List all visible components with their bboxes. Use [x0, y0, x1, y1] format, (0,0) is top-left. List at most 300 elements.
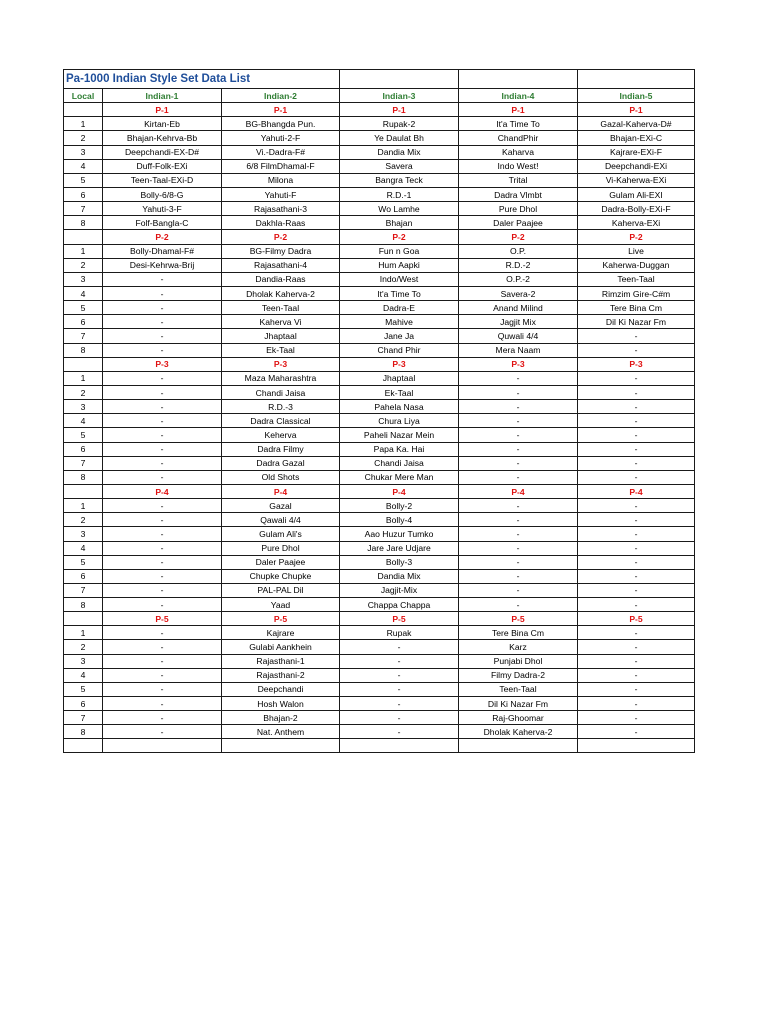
local-number-cell: 4	[64, 668, 103, 682]
style-name-cell: -	[459, 598, 578, 612]
section-label: P-3	[340, 357, 459, 371]
local-number-cell: 6	[64, 697, 103, 711]
style-name-cell: Raj-Ghoomar	[459, 711, 578, 725]
style-name-cell: Dadra-Bolly-EXi-F	[578, 202, 695, 216]
style-name-cell: Kaherva-EXi	[578, 216, 695, 230]
style-name-cell: Vi-Kaherwa-EXi	[578, 173, 695, 187]
style-name-cell: Jhaptaal	[222, 329, 340, 343]
section-label: P-1	[103, 103, 222, 117]
style-name-cell: -	[578, 371, 695, 385]
style-name-cell: Teen-Taal	[222, 301, 340, 315]
table-row	[64, 569, 695, 583]
section-label: P-5	[459, 612, 578, 626]
style-name-cell: Tere Bina Cm	[459, 626, 578, 640]
style-name-cell: Chandi Jaisa	[340, 456, 459, 470]
style-name-cell: -	[103, 555, 222, 569]
section-label: P-5	[578, 612, 695, 626]
style-name-cell: -	[459, 456, 578, 470]
style-name-cell: Dil Ki Nazar Fm	[578, 315, 695, 329]
style-name-cell: Keherva	[222, 428, 340, 442]
style-name-cell: Dandia Mix	[340, 145, 459, 159]
section-title-row	[64, 612, 695, 626]
style-name-cell: Jagjit-Mix	[340, 583, 459, 597]
style-name-cell: Yaad	[222, 598, 340, 612]
empty-cell	[222, 739, 340, 753]
style-name-cell: R.D.-3	[222, 400, 340, 414]
table-row	[64, 371, 695, 385]
style-name-cell: R.D.-1	[340, 187, 459, 201]
style-name-cell: Aao Huzur Tumko	[340, 527, 459, 541]
style-name-cell: Yahuti-F	[222, 187, 340, 201]
style-name-cell: Teen-Taal-EXi-D	[103, 173, 222, 187]
style-name-cell: Dandia-Raas	[222, 272, 340, 286]
local-number-cell: 4	[64, 286, 103, 300]
section-label: P-4	[222, 484, 340, 498]
style-name-cell: Gulam Ali's	[222, 527, 340, 541]
style-name-cell: Rupak-2	[340, 117, 459, 131]
style-name-cell: Rimzim Gire-C#m	[578, 286, 695, 300]
section-label: P-1	[459, 103, 578, 117]
style-name-cell: Rajasathani-3	[222, 202, 340, 216]
table-row	[64, 682, 695, 696]
style-name-cell: -	[103, 371, 222, 385]
title-row	[64, 70, 695, 89]
local-number-cell: 1	[64, 626, 103, 640]
style-name-cell: Bhajan-EXi-C	[578, 131, 695, 145]
header-local: Local	[64, 89, 103, 103]
style-name-cell: -	[459, 428, 578, 442]
style-name-cell: -	[340, 668, 459, 682]
empty-cell	[103, 739, 222, 753]
style-name-cell: Savera-2	[459, 286, 578, 300]
empty-cell	[64, 230, 103, 244]
style-name-cell: -	[103, 654, 222, 668]
local-number-cell: 5	[64, 555, 103, 569]
style-name-cell: Papa Ka. Hai	[340, 442, 459, 456]
style-name-cell: -	[578, 414, 695, 428]
section-label: P-1	[222, 103, 340, 117]
section-title-row	[64, 230, 695, 244]
local-number-cell: 7	[64, 711, 103, 725]
section-label: P-4	[340, 484, 459, 498]
table-row	[64, 385, 695, 399]
style-name-cell: BG-Filmy Dadra	[222, 244, 340, 258]
style-name-cell: Vi.-Dadra-F#	[222, 145, 340, 159]
table-row	[64, 286, 695, 300]
style-name-cell: Bangra Teck	[340, 173, 459, 187]
style-name-cell: -	[340, 682, 459, 696]
local-number-cell: 7	[64, 329, 103, 343]
header-indian-2: Indian-2	[222, 89, 340, 103]
table-row	[64, 301, 695, 315]
sheet-title: Pa-1000 Indian Style Set Data List	[64, 70, 340, 89]
style-name-cell: Bolly-6/8-G	[103, 187, 222, 201]
local-number-cell: 6	[64, 569, 103, 583]
style-name-cell: -	[578, 385, 695, 399]
style-set-table	[63, 69, 695, 753]
style-name-cell: Fun n Goa	[340, 244, 459, 258]
table-row	[64, 187, 695, 201]
style-name-cell: Rupak	[340, 626, 459, 640]
section-label: P-5	[103, 612, 222, 626]
style-name-cell: -	[578, 569, 695, 583]
local-number-cell: 2	[64, 131, 103, 145]
style-name-cell: -	[459, 499, 578, 513]
style-name-cell: -	[578, 329, 695, 343]
style-name-cell: -	[578, 654, 695, 668]
style-name-cell: Dholak Kaherva-2	[222, 286, 340, 300]
style-name-cell: -	[103, 725, 222, 739]
style-name-cell: Rajasthani-2	[222, 668, 340, 682]
local-number-cell: 3	[64, 145, 103, 159]
style-name-cell: 6/8 FilmDhamal-F	[222, 159, 340, 173]
section-label: P-1	[340, 103, 459, 117]
section-label: P-3	[459, 357, 578, 371]
table-row	[64, 470, 695, 484]
style-name-cell: O.P.-2	[459, 272, 578, 286]
style-name-cell: Chappa Chappa	[340, 598, 459, 612]
style-name-cell: Kaherva Vi	[222, 315, 340, 329]
section-label: P-1	[578, 103, 695, 117]
style-name-cell: -	[103, 626, 222, 640]
style-name-cell: Trital	[459, 173, 578, 187]
style-name-cell: Indo West!	[459, 159, 578, 173]
table-row	[64, 244, 695, 258]
table-row	[64, 668, 695, 682]
style-name-cell: -	[578, 456, 695, 470]
local-number-cell: 5	[64, 173, 103, 187]
section-label: P-4	[103, 484, 222, 498]
style-name-cell: -	[578, 598, 695, 612]
table-row	[64, 442, 695, 456]
style-name-cell: -	[459, 442, 578, 456]
table-row	[64, 697, 695, 711]
style-name-cell: Dakhla-Raas	[222, 216, 340, 230]
section-title-row	[64, 357, 695, 371]
table-row	[64, 583, 695, 597]
style-name-cell: Nat. Anthem	[222, 725, 340, 739]
style-name-cell: -	[340, 711, 459, 725]
local-number-cell: 1	[64, 499, 103, 513]
style-name-cell: Deepchandi	[222, 682, 340, 696]
style-name-cell: -	[578, 527, 695, 541]
table-row	[64, 456, 695, 470]
style-name-cell: Paheli Nazar Mein	[340, 428, 459, 442]
style-name-cell: -	[578, 626, 695, 640]
table-row	[64, 513, 695, 527]
style-name-cell: Mahive	[340, 315, 459, 329]
empty-cell	[459, 70, 578, 89]
style-name-cell: Gulam Ali-EXI	[578, 187, 695, 201]
table-row	[64, 117, 695, 131]
style-name-cell: Live	[578, 244, 695, 258]
style-name-cell: -	[103, 414, 222, 428]
style-name-cell: -	[459, 513, 578, 527]
table-row	[64, 145, 695, 159]
local-number-cell: 6	[64, 315, 103, 329]
table-row	[64, 711, 695, 725]
style-name-cell: -	[578, 640, 695, 654]
style-name-cell: Old Shots	[222, 470, 340, 484]
style-name-cell: -	[459, 470, 578, 484]
style-name-cell: BG-Bhangda Pun.	[222, 117, 340, 131]
style-name-cell: Bolly-3	[340, 555, 459, 569]
style-name-cell: -	[103, 541, 222, 555]
table-row	[64, 216, 695, 230]
style-name-cell: -	[578, 555, 695, 569]
style-name-cell: Karz	[459, 640, 578, 654]
style-name-cell: R.D.-2	[459, 258, 578, 272]
table-body	[64, 70, 695, 753]
style-name-cell: -	[578, 428, 695, 442]
style-name-cell: Kirtan-Eb	[103, 117, 222, 131]
empty-cell	[64, 484, 103, 498]
style-name-cell: -	[340, 640, 459, 654]
style-name-cell: -	[103, 499, 222, 513]
style-name-cell: Bhajan	[340, 216, 459, 230]
style-name-cell: Daler Paajee	[459, 216, 578, 230]
style-name-cell: Pahela Nasa	[340, 400, 459, 414]
style-name-cell: Deepchandi-EXi	[578, 159, 695, 173]
style-name-cell: -	[459, 400, 578, 414]
style-name-cell: -	[103, 598, 222, 612]
style-name-cell: -	[103, 569, 222, 583]
table-row	[64, 428, 695, 442]
style-name-cell: PAL-PAL Dil	[222, 583, 340, 597]
style-name-cell: Gazal-Kaherva-D#	[578, 117, 695, 131]
style-name-cell: Chupke Chupke	[222, 569, 340, 583]
table-row	[64, 499, 695, 513]
style-name-cell: Milona	[222, 173, 340, 187]
style-name-cell: Anand Milind	[459, 301, 578, 315]
style-name-cell: -	[103, 400, 222, 414]
style-name-cell: -	[459, 569, 578, 583]
section-label: P-2	[103, 230, 222, 244]
table-row	[64, 329, 695, 343]
style-name-cell: O.P.	[459, 244, 578, 258]
style-name-cell: Yahuti-2-F	[222, 131, 340, 145]
style-name-cell: -	[103, 329, 222, 343]
style-name-cell: -	[103, 272, 222, 286]
style-name-cell: Jhaptaal	[340, 371, 459, 385]
table-row	[64, 598, 695, 612]
style-name-cell: Jare Jare Udjare	[340, 541, 459, 555]
style-name-cell: Kajrare-EXi-F	[578, 145, 695, 159]
local-number-cell: 7	[64, 202, 103, 216]
style-name-cell: Tere Bina Cm	[578, 301, 695, 315]
local-number-cell: 3	[64, 527, 103, 541]
local-number-cell: 5	[64, 682, 103, 696]
local-number-cell: 3	[64, 400, 103, 414]
style-name-cell: -	[103, 711, 222, 725]
style-name-cell: Bolly-Dhamal-F#	[103, 244, 222, 258]
style-name-cell: -	[459, 371, 578, 385]
style-name-cell: Teen-Taal	[459, 682, 578, 696]
style-name-cell: -	[103, 470, 222, 484]
table-row	[64, 400, 695, 414]
local-number-cell: 8	[64, 470, 103, 484]
local-number-cell: 1	[64, 244, 103, 258]
style-name-cell: -	[459, 541, 578, 555]
local-number-cell: 3	[64, 654, 103, 668]
style-name-cell: -	[459, 583, 578, 597]
section-label: P-5	[340, 612, 459, 626]
style-name-cell: Bolly-2	[340, 499, 459, 513]
style-name-cell: Wo Lamhe	[340, 202, 459, 216]
style-name-cell: Maza Maharashtra	[222, 371, 340, 385]
section-label: P-5	[222, 612, 340, 626]
style-name-cell: Deepchandi-EX-D#	[103, 145, 222, 159]
style-name-cell: -	[578, 668, 695, 682]
table-row	[64, 159, 695, 173]
local-number-cell: 1	[64, 117, 103, 131]
local-number-cell: 6	[64, 187, 103, 201]
style-name-cell: -	[103, 456, 222, 470]
style-name-cell: Indo/West	[340, 272, 459, 286]
table-row	[64, 725, 695, 739]
style-name-cell: Kaherwa-Duggan	[578, 258, 695, 272]
style-name-cell: -	[103, 442, 222, 456]
style-name-cell: Yahuti-3-F	[103, 202, 222, 216]
header-indian-4: Indian-4	[459, 89, 578, 103]
style-name-cell: Pure Dhol	[222, 541, 340, 555]
style-name-cell: -	[103, 668, 222, 682]
style-name-cell: -	[578, 442, 695, 456]
table-row	[64, 654, 695, 668]
style-name-cell: Filmy Dadra-2	[459, 668, 578, 682]
section-label: P-4	[578, 484, 695, 498]
style-name-cell: -	[578, 499, 695, 513]
table-row	[64, 173, 695, 187]
style-name-cell: Daler Paajee	[222, 555, 340, 569]
local-number-cell: 7	[64, 583, 103, 597]
local-number-cell: 5	[64, 301, 103, 315]
style-name-cell: Quwali 4/4	[459, 329, 578, 343]
style-name-cell: Ek-Taal	[340, 385, 459, 399]
empty-cell	[64, 739, 103, 753]
style-name-cell: -	[103, 697, 222, 711]
style-name-cell: -	[103, 315, 222, 329]
style-name-cell: -	[340, 725, 459, 739]
local-number-cell: 8	[64, 343, 103, 357]
style-name-cell: ChandPhir	[459, 131, 578, 145]
blank-row	[64, 739, 695, 753]
style-name-cell: -	[459, 527, 578, 541]
style-name-cell: Qawali 4/4	[222, 513, 340, 527]
empty-cell	[64, 357, 103, 371]
local-number-cell: 4	[64, 159, 103, 173]
style-name-cell: Punjabi Dhol	[459, 654, 578, 668]
style-name-cell: -	[340, 654, 459, 668]
empty-cell	[578, 70, 695, 89]
empty-cell	[64, 103, 103, 117]
local-number-cell: 8	[64, 216, 103, 230]
style-name-cell: Chand Phir	[340, 343, 459, 357]
local-number-cell: 2	[64, 513, 103, 527]
style-name-cell: Jagjit Mix	[459, 315, 578, 329]
style-name-cell: -	[340, 697, 459, 711]
style-name-cell: -	[578, 583, 695, 597]
style-name-cell: -	[578, 470, 695, 484]
style-name-cell: Dil Ki Nazar Fm	[459, 697, 578, 711]
local-number-cell: 8	[64, 598, 103, 612]
style-name-cell: Mera Naam	[459, 343, 578, 357]
table-row	[64, 131, 695, 145]
empty-cell	[64, 612, 103, 626]
style-name-cell: Dandia Mix	[340, 569, 459, 583]
style-name-cell: Gulabi Aankhein	[222, 640, 340, 654]
style-name-cell: Teen-Taal	[578, 272, 695, 286]
local-number-cell: 6	[64, 442, 103, 456]
style-name-cell: Folf-Bangla-C	[103, 216, 222, 230]
style-name-cell: Duff-Folk-EXi	[103, 159, 222, 173]
style-name-cell: -	[459, 414, 578, 428]
local-number-cell: 8	[64, 725, 103, 739]
section-label: P-3	[578, 357, 695, 371]
header-row	[64, 89, 695, 103]
local-number-cell: 3	[64, 272, 103, 286]
style-name-cell: -	[578, 400, 695, 414]
style-name-cell: -	[103, 513, 222, 527]
style-name-cell: Kaharva	[459, 145, 578, 159]
section-label: P-4	[459, 484, 578, 498]
style-name-cell: -	[578, 711, 695, 725]
local-number-cell: 2	[64, 385, 103, 399]
style-name-cell: Bhajan-2	[222, 711, 340, 725]
style-name-cell: Dadra Gazal	[222, 456, 340, 470]
local-number-cell: 2	[64, 640, 103, 654]
empty-cell	[578, 739, 695, 753]
table-row	[64, 527, 695, 541]
section-label: P-3	[103, 357, 222, 371]
style-name-cell: -	[103, 527, 222, 541]
style-name-cell: It'a Time To	[340, 286, 459, 300]
table-row	[64, 541, 695, 555]
table-row	[64, 414, 695, 428]
style-name-cell: -	[578, 343, 695, 357]
style-name-cell: Jane Ja	[340, 329, 459, 343]
style-name-cell: Gazal	[222, 499, 340, 513]
style-name-cell: Savera	[340, 159, 459, 173]
style-name-cell: Desi-Kehrwa-Brij	[103, 258, 222, 272]
table-row	[64, 315, 695, 329]
table-row	[64, 202, 695, 216]
section-label: P-3	[222, 357, 340, 371]
table-row	[64, 626, 695, 640]
style-name-cell: Rajasathani-4	[222, 258, 340, 272]
style-name-cell: -	[103, 301, 222, 315]
style-name-cell: -	[459, 555, 578, 569]
style-name-cell: Dadra Filmy	[222, 442, 340, 456]
style-name-cell: Dholak Kaherva-2	[459, 725, 578, 739]
style-name-cell: Dadra Vlmbt	[459, 187, 578, 201]
header-indian-5: Indian-5	[578, 89, 695, 103]
table-row	[64, 343, 695, 357]
style-name-cell: Dadra Classical	[222, 414, 340, 428]
style-name-cell: -	[103, 640, 222, 654]
style-name-cell: Rajasthani-1	[222, 654, 340, 668]
style-name-cell: -	[578, 682, 695, 696]
style-name-cell: Dadra-E	[340, 301, 459, 315]
table-row	[64, 555, 695, 569]
style-name-cell: Ye Daulat Bh	[340, 131, 459, 145]
header-indian-1: Indian-1	[103, 89, 222, 103]
style-name-cell: -	[103, 583, 222, 597]
style-name-cell: -	[578, 513, 695, 527]
local-number-cell: 4	[64, 541, 103, 555]
style-name-cell: -	[103, 343, 222, 357]
style-name-cell: Hum Aapki	[340, 258, 459, 272]
